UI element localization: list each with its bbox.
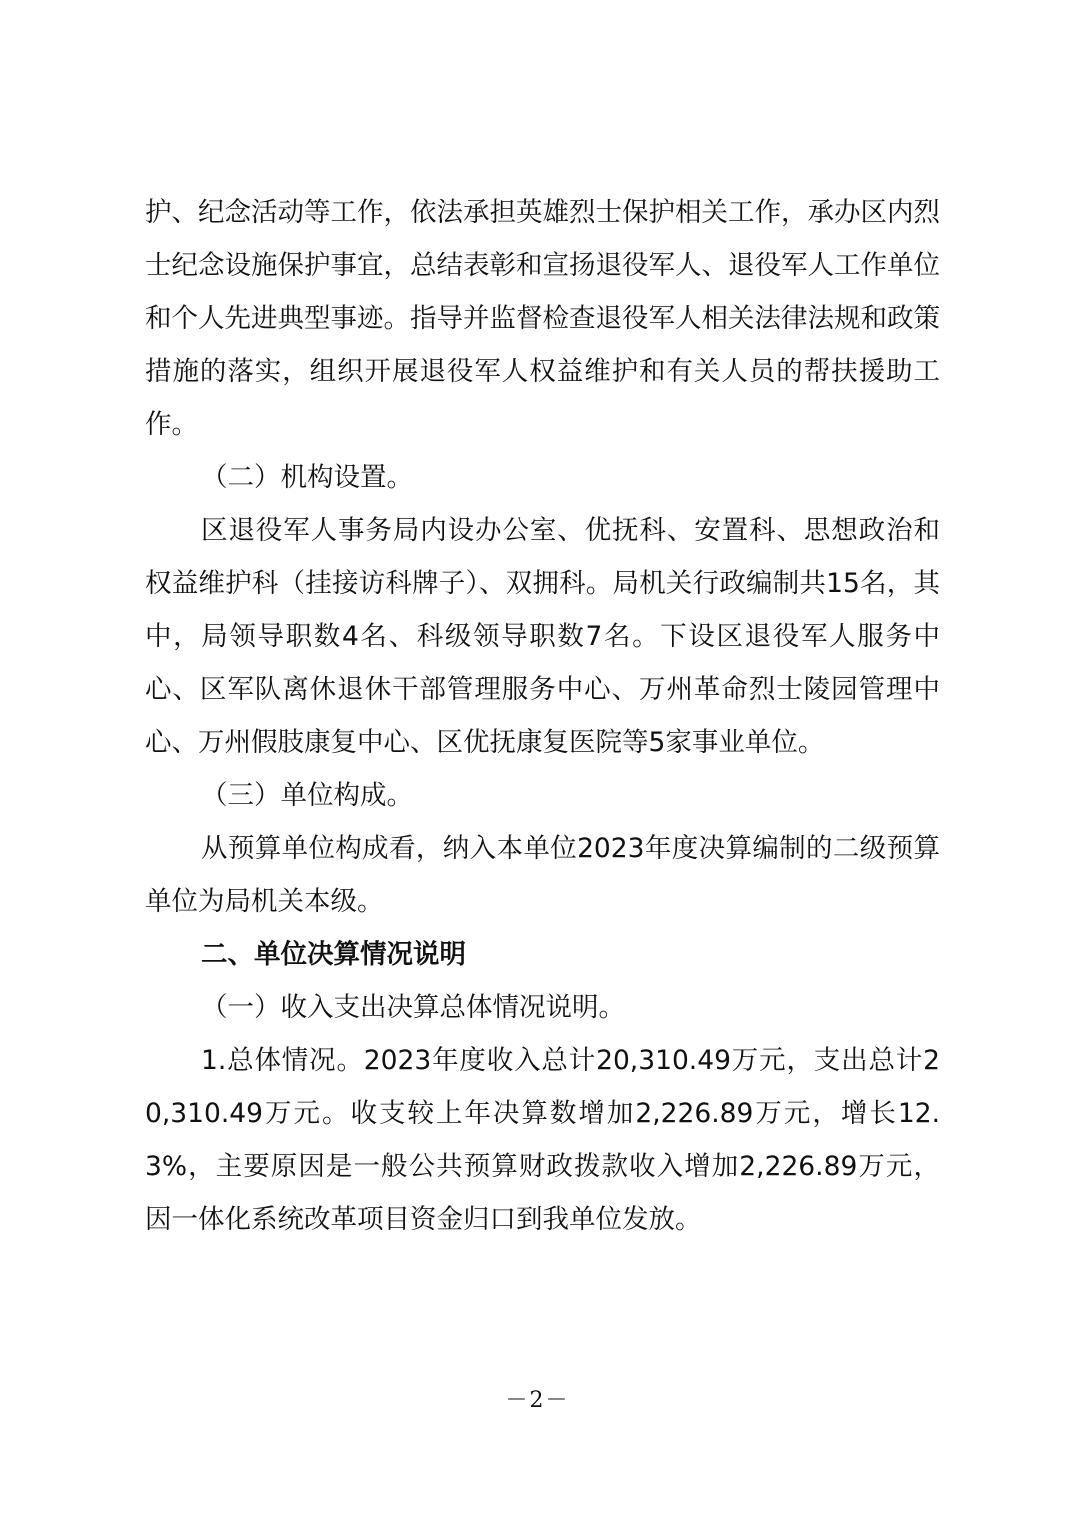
document-body [145,186,940,1246]
heading-final-accounts: 二、单位决算情况说明 [201,939,466,970]
section-title-income-expenditure: （一）收入支出决算总体情况说明。 [201,992,625,1023]
section-title-composition: （三）单位构成。 [201,780,413,811]
section-title-organization: （二）机构设置。 [201,462,413,493]
paragraph-duties-continued: 护、纪念活动等工作，依法承担英雄烈士保护相关工作，承办区内烈士纪念设施保护事宜，总结表彰和宣扬退役军人、退役军人工作单位和个人先进典型事迹。指导并监督检查退役军人相关法律法规和政策措施的落实，组织开展退役军人权益维护和有关人员的帮扶援助工作。 [145,197,940,440]
paragraph-overall: 1.总体情况。2023年度收入总计20,310.49万元，支出总计20,310.49万元。收支较上年决算数增加2,226.89万元，增长12.3%，主要原因是一般公共预算财政拨款收入增加2,226.89万元，因一体化系统改革项目资金归口到我单位发放。 [145,1045,940,1235]
paragraph-composition: 从预算单位构成看，纳入本单位2023年度决算编制的二级预算单位为局机关本级。 [145,833,940,917]
paragraph-organization: 区退役军人事务局内设办公室、优抚科、安置科、思想政治和权益维护科（挂接访科牌子）、双拥科。局机关行政编制共15名，其中，局领导职数4名、科级领导职数7名。下设区退役军人服务中心、区军队离休退休干部管理服务中心、万州革命烈士陵园管理中心、万州假肢康复中心、区优抚康复医院等5家事业单位。 [145,515,940,758]
page-number: －2－ [505,1388,570,1413]
